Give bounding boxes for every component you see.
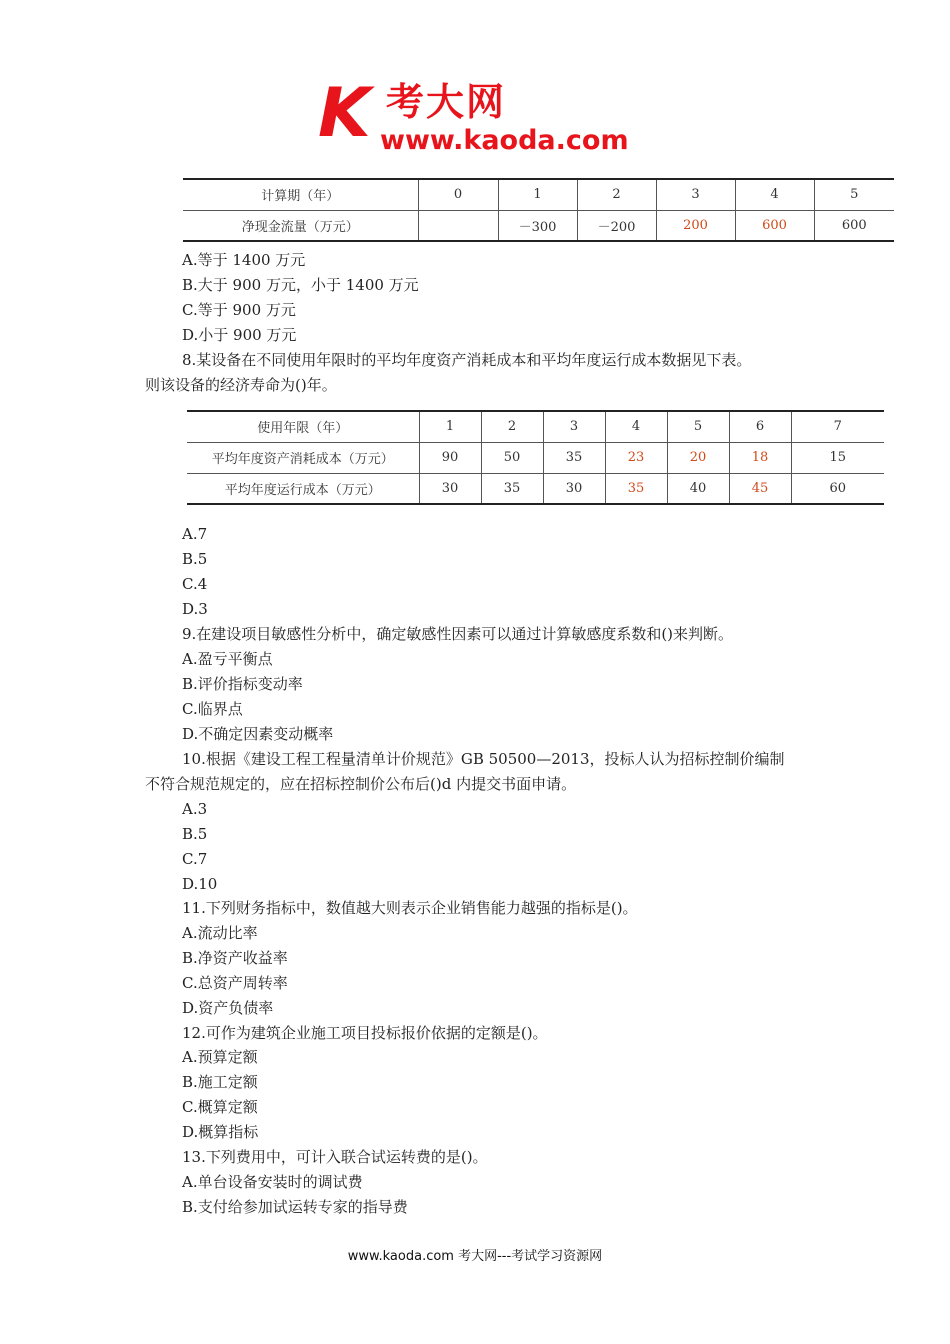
table-header-row <box>183 179 894 210</box>
logo-mark: K <box>318 74 371 153</box>
option-line: C.临界点 <box>182 700 243 718</box>
table-cell: 35 <box>481 473 543 504</box>
question-stem: 9.在建设项目敏感性分析中，确定敏感性因素可以通过计算敏感度系数和()来判断。 <box>182 625 734 643</box>
option-line: D.小于 900 万元 <box>182 326 297 344</box>
table-cell: 2 <box>481 411 543 442</box>
table-cell: 23 <box>605 442 667 473</box>
table-cell: 40 <box>667 473 729 504</box>
table-cell: 3 <box>656 179 735 210</box>
logo-title: 考大网 <box>386 80 507 124</box>
table-cell: 净现金流量（万元） <box>241 219 359 235</box>
option-line: A.等于 1400 万元 <box>182 251 306 269</box>
logo-url: www.kaoda.com <box>380 125 629 156</box>
option-line: D.不确定因素变动概率 <box>182 725 334 743</box>
table-cell: 50 <box>481 442 543 473</box>
table-cell <box>418 210 498 241</box>
option-line: B.施工定额 <box>182 1073 258 1091</box>
table-cell: 平均年度资产消耗成本（万元） <box>187 442 419 473</box>
question-stem: 8.某设备在不同使用年限时的平均年度资产消耗成本和平均年度运行成本数据见下表。 <box>182 351 752 369</box>
table-cell: 4 <box>735 179 814 210</box>
table-cell: 4 <box>605 411 667 442</box>
table-cell: 6 <box>729 411 791 442</box>
option-line: C.总资产周转率 <box>182 974 288 992</box>
table-cell: 45 <box>729 473 791 504</box>
table-cell: 30 <box>543 473 605 504</box>
table-cell: 600 <box>735 210 814 241</box>
option-line: A.预算定额 <box>182 1048 258 1066</box>
option-line: B.支付给参加试运转专家的指导费 <box>182 1198 408 1216</box>
table-row <box>187 473 884 504</box>
option-line: A.单台设备安装时的调试费 <box>182 1173 363 1191</box>
table-row <box>183 210 894 241</box>
table-cell: 35 <box>605 473 667 504</box>
table-cell: 0 <box>418 179 498 210</box>
table-cell: 35 <box>543 442 605 473</box>
table-cell: 平均年度运行成本（万元） <box>224 482 381 498</box>
option-line: C.概算定额 <box>182 1098 258 1116</box>
option-line: B.5 <box>182 825 208 843</box>
table-cell: 5 <box>667 411 729 442</box>
page-footer: www.kaoda.com 考大网---考试学习资源网 <box>347 1249 603 1264</box>
question-stem: 10.根据《建设工程工程量清单计价规范》GB 50500—2013，投标人认为招标控制价编制 <box>182 750 785 768</box>
table-cell: 7 <box>791 411 884 442</box>
option-line: D.概算指标 <box>182 1123 259 1141</box>
table-cell: 5 <box>814 179 894 210</box>
table-row <box>187 442 884 473</box>
option-line: D.资产负债率 <box>182 999 274 1017</box>
question-stem-continued: 则该设备的经济寿命为()年。 <box>145 376 337 394</box>
table-cell: 20 <box>667 442 729 473</box>
option-line: C.等于 900 万元 <box>182 301 296 319</box>
table-cell: 计算期（年） <box>183 179 418 210</box>
option-line: A.盈亏平衡点 <box>182 650 273 668</box>
table-cell: 60 <box>791 473 884 504</box>
kaoda-logo <box>318 74 648 160</box>
table-cell: 18 <box>729 442 791 473</box>
option-line: C.4 <box>182 575 208 593</box>
question-stem: 12.可作为建筑企业施工项目投标报价依据的定额是()。 <box>182 1024 548 1042</box>
option-line: B.大于 900 万元，小于 1400 万元 <box>182 276 419 294</box>
option-line: D.3 <box>182 600 208 618</box>
option-line: B.5 <box>182 550 208 568</box>
table-cell: 600 <box>814 210 894 241</box>
option-line: B.净资产收益率 <box>182 949 288 967</box>
option-line: B.评价指标变动率 <box>182 675 303 693</box>
equipment-cost-table <box>187 410 884 505</box>
question-stem: 13.下列费用中，可计入联合试运转费的是()。 <box>182 1148 488 1166</box>
table-cell: 1 <box>498 179 577 210</box>
table-cell: －200 <box>577 210 656 241</box>
table-cell: 3 <box>543 411 605 442</box>
option-line: A.7 <box>182 525 208 543</box>
table-cell: 90 <box>419 442 481 473</box>
table-cell: 30 <box>419 473 481 504</box>
table-cell: 2 <box>577 179 656 210</box>
table-cell: 使用年限（年） <box>187 411 419 442</box>
question-stem: 11.下列财务指标中，数值越大则表示企业销售能力越强的指标是()。 <box>182 899 638 917</box>
table-cell: 1 <box>419 411 481 442</box>
question-stem-continued: 不符合规范规定的，应在招标控制价公布后()d 内提交书面申请。 <box>145 775 577 793</box>
table-cell: 15 <box>791 442 884 473</box>
table-header-row <box>187 411 884 442</box>
option-line: C.7 <box>182 850 208 868</box>
option-line: A.流动比率 <box>182 924 258 942</box>
option-line: A.3 <box>182 800 208 818</box>
table-cell: －300 <box>498 210 577 241</box>
cash-flow-table <box>183 178 894 242</box>
option-line: D.10 <box>182 875 218 893</box>
table-cell: 200 <box>656 210 735 241</box>
